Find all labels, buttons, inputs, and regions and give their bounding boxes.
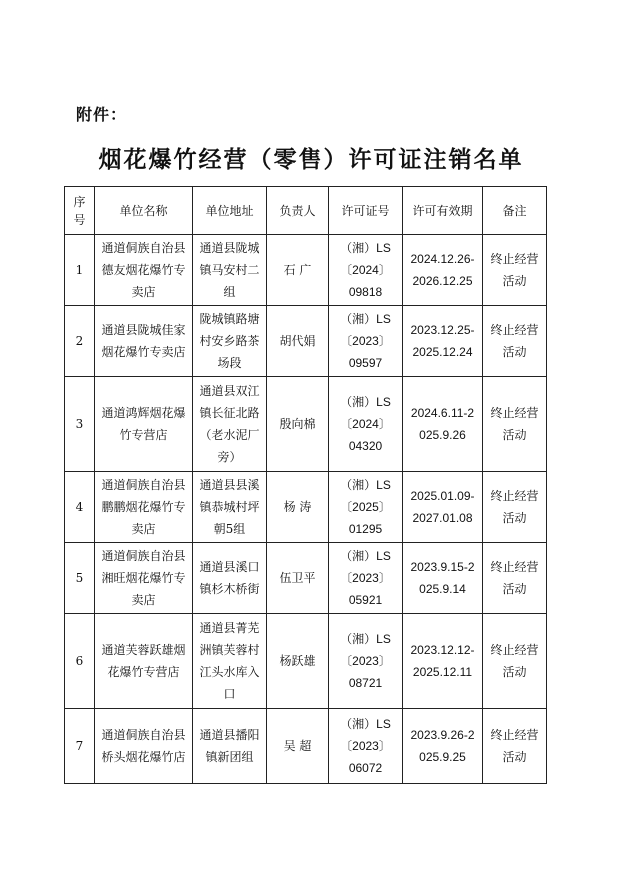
cell-license: （湘）LS 〔2023〕 05921 [329,543,403,614]
cell-license: （湘）LS 〔2025〕 01295 [329,472,403,543]
cell-no: 6 [65,614,95,709]
cell-license: （湘）LS 〔2023〕 09597 [329,306,403,377]
cell-validity: 2024.6.11-2 025.9.26 [403,377,483,472]
cell-person: 吴 超 [267,709,329,784]
col-header-remark: 备注 [483,187,547,235]
cell-name: 通道芙蓉跃雄烟花爆竹专营店 [95,614,193,709]
cell-person: 殷向棉 [267,377,329,472]
cell-person: 伍卫平 [267,543,329,614]
revocation-table [64,186,547,784]
table-row [65,235,547,306]
col-header-person: 负责人 [267,187,329,235]
table-row [65,306,547,377]
cell-no: 2 [65,306,95,377]
cell-name: 通道侗族自治县德友烟花爆竹专卖店 [95,235,193,306]
cell-remark: 终止经营活动 [483,235,547,306]
cell-name: 通道侗族自治县鹏鹏烟花爆竹专卖店 [95,472,193,543]
cell-remark: 终止经营活动 [483,377,547,472]
cell-address: 通道县陇城镇马安村二组 [193,235,267,306]
cell-person: 胡代娟 [267,306,329,377]
cell-validity: 2025.01.09- 2027.01.08 [403,472,483,543]
table-row [65,614,547,709]
cell-name: 通道侗族自治县桥头烟花爆竹店 [95,709,193,784]
cell-address: 通道县双江镇长征北路（老水泥厂旁） [193,377,267,472]
cell-validity: 2024.12.26- 2026.12.25 [403,235,483,306]
cell-name: 通道鸿辉烟花爆竹专营店 [95,377,193,472]
col-header-validity: 许可有效期 [403,187,483,235]
cell-remark: 终止经营活动 [483,472,547,543]
cell-remark: 终止经营活动 [483,306,547,377]
cell-no: 7 [65,709,95,784]
table-row [65,543,547,614]
cell-no: 1 [65,235,95,306]
col-header-no: 序号 [65,187,95,235]
cell-no: 3 [65,377,95,472]
col-header-name: 单位名称 [95,187,193,235]
attachment-label: 附件： [76,105,128,124]
cell-person: 杨跃雄 [267,614,329,709]
table-row [65,709,547,784]
cell-address: 陇城镇路塘村安乡路茶场段 [193,306,267,377]
cell-no: 4 [65,472,95,543]
table-row [65,377,547,472]
col-header-address: 单位地址 [193,187,267,235]
col-header-license: 许可证号 [329,187,403,235]
table-header-row [65,187,547,235]
cell-validity: 2023.12.25- 2025.12.24 [403,306,483,377]
cell-license: （湘）LS 〔2023〕 08721 [329,614,403,709]
cell-no: 5 [65,543,95,614]
page-title: 烟花爆竹经营（零售）许可证注销名单 [98,146,524,173]
cell-validity: 2023.9.15-2 025.9.14 [403,543,483,614]
cell-person: 杨 涛 [267,472,329,543]
table-row [65,472,547,543]
cell-remark: 终止经营活动 [483,614,547,709]
cell-license: （湘）LS 〔2024〕 09818 [329,235,403,306]
cell-name: 通道侗族自治县湘旺烟花爆竹专卖店 [95,543,193,614]
cell-remark: 终止经营活动 [483,709,547,784]
cell-address: 通道县菁芜洲镇芙蓉村江头水库入口 [193,614,267,709]
cell-address: 通道县溪口镇杉木桥街 [193,543,267,614]
cell-validity: 2023.12.12- 2025.12.11 [403,614,483,709]
cell-person: 石 广 [267,235,329,306]
cell-license: （湘）LS 〔2024〕 04320 [329,377,403,472]
cell-remark: 终止经营活动 [483,543,547,614]
cell-license: （湘）LS 〔2023〕 06072 [329,709,403,784]
cell-address: 通道县播阳镇新团组 [193,709,267,784]
cell-name: 通道县陇城佳家烟花爆竹专卖店 [95,306,193,377]
cell-address: 通道县县溪镇恭城村坪朝5组 [193,472,267,543]
cell-validity: 2023.9.26-2 025.9.25 [403,709,483,784]
